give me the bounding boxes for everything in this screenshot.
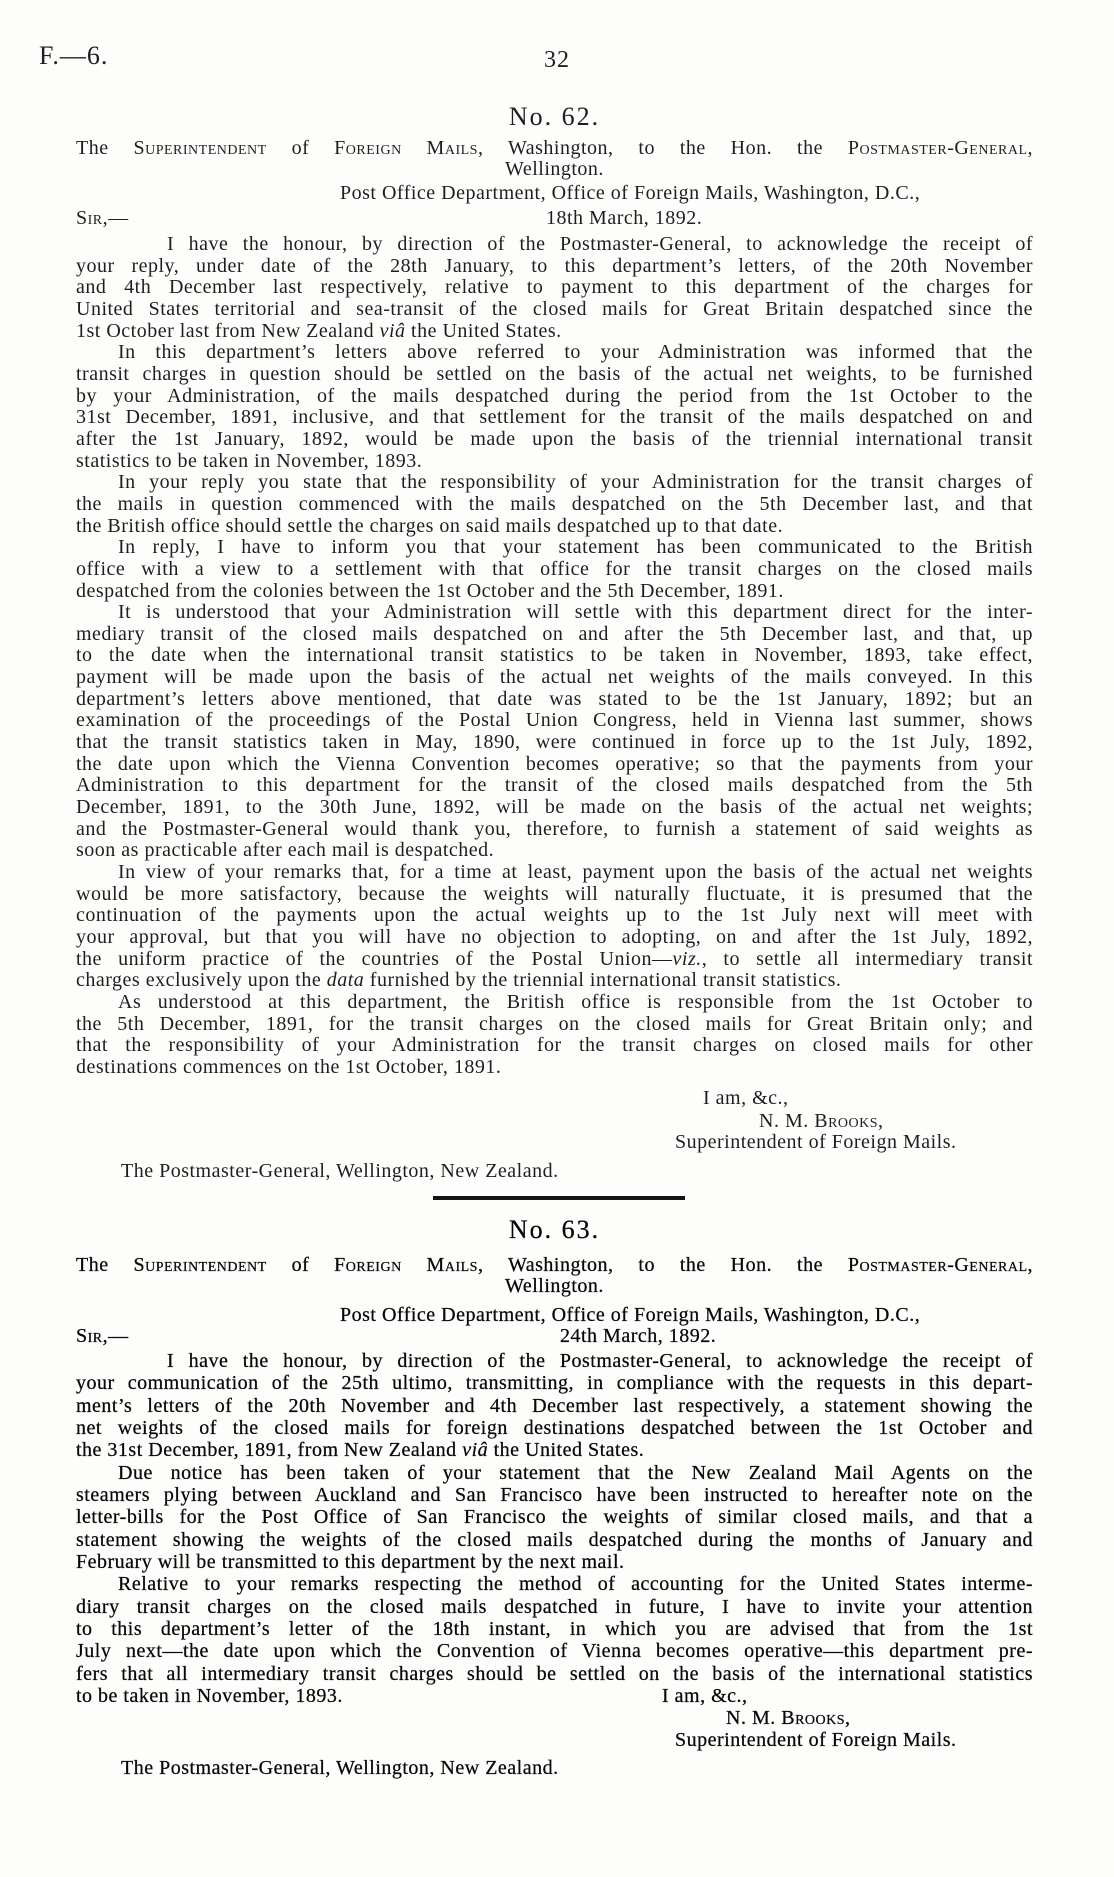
- paragraph: [76, 342, 1033, 472]
- paragraph: [76, 234, 1033, 342]
- body-line: the British office should settle the charges on said mails despatched up to that date.: [76, 514, 784, 537]
- line-segment: the 31st December, 1891, from New Zealand: [76, 1439, 463, 1462]
- body-line: diary transit charges on the closed mails despatched in future, I have to invite your attention: [76, 1595, 1033, 1618]
- heading-middle: , Washington, to the Hon. the: [477, 137, 823, 159]
- body-line: As understood at this department, the British office is responsible from the 1st October to: [118, 990, 1033, 1013]
- paragraph: [76, 1573, 1033, 1707]
- signatory-title: Superintendent of Foreign Mails.: [675, 1131, 957, 1153]
- closing: I am, &c.,: [662, 1684, 748, 1707]
- line-segment: to be taken in November, 1893.: [76, 1684, 343, 1707]
- heading-recipient: Postmaster-General: [847, 137, 1028, 159]
- line-segment: the uniform practice of the countries of the Postal Union—: [76, 947, 673, 970]
- line-segment: the United States.: [488, 1439, 645, 1462]
- paragraph: [76, 1350, 1033, 1462]
- signatory-name: N. M. Brooks,: [759, 1110, 884, 1132]
- body-line: after the 1st January, 1892, would be made upon the basis of the triennial international transit: [76, 427, 1033, 450]
- letter-heading: [76, 1254, 1033, 1276]
- body-line: by your Administration, of the mails despatched during the period from the 1st October to the: [76, 384, 1033, 407]
- letter-heading: [76, 137, 1033, 159]
- body-line: continuation of the payments upon the actual weights up to the 1st July next will meet with: [76, 904, 1033, 927]
- body-line: payment will be made upon the basis of the actual net weights of the mails conveyed. In this: [76, 666, 1033, 689]
- salutation: Sir,—: [76, 207, 129, 229]
- body-line: letter-bills for the Post Office of San Francisco the weights of similar closed mails, and that a: [76, 1506, 1033, 1529]
- body-line: [76, 949, 1033, 971]
- body-line: fers that all intermediary transit charges should be settled on the basis of the international statistics: [76, 1662, 1033, 1685]
- body-line: your reply, under date of the 28th January, to this department’s letters, of the 20th November: [76, 254, 1033, 277]
- salutation: Sir,—: [76, 1325, 129, 1347]
- italic-term: viâ: [379, 319, 406, 342]
- heading-of: of: [291, 1254, 310, 1276]
- body-line: and the Postmaster-General would thank you, therefore, to furnish a statement of said weights as: [76, 817, 1033, 840]
- body-line: steamers plying between Auckland and San Francisco have been instructed to hereafter note on the: [76, 1483, 1033, 1506]
- heading-recipient: Postmaster-General: [847, 1254, 1028, 1276]
- body-line: statement showing the weights of the closed mails despatched during the months of January and: [76, 1528, 1033, 1551]
- body-line: your communication of the 25th ultimo, transmitting, in compliance with the requests in this depart-: [76, 1372, 1033, 1395]
- line-segment: 1st October last from New Zealand: [76, 319, 380, 342]
- letter-number: No. 62.: [508, 102, 601, 131]
- body-line: office with a view to a settlement with that office for the transit charges on the closed mails: [76, 557, 1033, 580]
- body-line: destinations commences on the 1st October, 1891.: [76, 1055, 502, 1078]
- body-line: February will be transmitted to this department by the next mail.: [76, 1550, 625, 1573]
- italic-term: data: [326, 969, 365, 992]
- letter-number: No. 63.: [508, 1215, 601, 1244]
- heading-sender: Superintendent: [133, 1254, 267, 1276]
- heading-office: Foreign Mails: [334, 137, 478, 159]
- italic-term: viâ: [462, 1439, 489, 1462]
- heading-place: Wellington.: [505, 1275, 604, 1297]
- body-line: July next—the date upon which the Convention of Vienna becomes operative—this department pre-: [76, 1640, 1033, 1663]
- line-segment: charges exclusively upon the: [76, 969, 327, 992]
- body-line: December, 1891, to the 30th June, 1892, will be made on the basis of the actual net weights;: [76, 796, 1033, 819]
- body-line: I have the honour, by direction of the Postmaster-General, to acknowledge the receipt of: [167, 1350, 1033, 1372]
- letter-date: 24th March, 1892.: [560, 1325, 717, 1347]
- body-line: In your reply you state that the responsibility of your Administration for the transit charges of: [118, 471, 1033, 494]
- heading-suffix: ,: [1027, 137, 1034, 159]
- body-line: transit charges in question should be settled on the basis of the actual net weights, to be furnished: [76, 362, 1033, 385]
- body-line: I have the honour, by direction of the Postmaster-General, to acknowledge the receipt of: [167, 233, 1033, 255]
- body-line: statistics to be taken in November, 1893.: [76, 449, 423, 472]
- letter-body: [76, 1350, 1033, 1707]
- body-line: It is understood that your Administration will settle with this department direct for the inter-: [118, 601, 1033, 624]
- line-segment: , to settle all intermediary transit: [701, 947, 1033, 970]
- body-line: examination of the proceedings of the Postal Union Congress, held in Vienna last summer, shows: [76, 709, 1033, 732]
- paragraph: [76, 1462, 1033, 1574]
- section-divider: [433, 1196, 685, 1200]
- body-line: Due notice has been taken of your statement that the New Zealand Mail Agents on the: [118, 1461, 1033, 1484]
- italic-term: viz.: [672, 947, 702, 970]
- heading-of: of: [291, 137, 310, 159]
- body-line: and 4th December last respectively, relative to payment to this department of the charges for: [76, 276, 1033, 299]
- paragraph: [76, 472, 1033, 537]
- body-line: Relative to your remarks respecting the method of accounting for the United States interme-: [118, 1573, 1033, 1596]
- paragraph: [76, 862, 1033, 992]
- heading-suffix: ,: [1027, 1254, 1034, 1276]
- body-line: United States territorial and sea-transit of the closed mails for Great Britain despatched since the: [76, 297, 1033, 320]
- line-segment: the United States.: [405, 319, 562, 342]
- body-line: soon as practicable after each mail is despatched.: [76, 839, 495, 862]
- body-line: the date upon which the Vienna Convention becomes operative; so that the payments from your: [76, 752, 1033, 775]
- heading-prefix: The: [76, 137, 109, 159]
- letter-date: 18th March, 1892.: [546, 207, 703, 229]
- paragraph: [76, 602, 1033, 862]
- signatory-name: N. M. Brooks,: [726, 1707, 851, 1729]
- body-line: [76, 321, 1033, 343]
- paragraph: [76, 992, 1033, 1079]
- body-line: the 5th December, 1891, for the transit charges on the closed mails for Great Britain only; and: [76, 1012, 1033, 1035]
- paragraph: [76, 537, 1033, 602]
- heading-sender: Superintendent: [133, 137, 267, 159]
- body-line: the mails in question commenced with the mails despatched on the 5th December last, and that: [76, 492, 1033, 515]
- heading-office: Foreign Mails: [334, 1254, 478, 1276]
- body-line: In view of your remarks that, for a time at least, payment upon the basis of the actual net weights: [118, 861, 1033, 884]
- body-line: would be more satisfactory, because the weights will naturally fluctuate, it is presumed that the: [76, 882, 1033, 905]
- body-line: In this department’s letters above referred to your Administration was informed that the: [118, 341, 1033, 364]
- heading-prefix: The: [76, 1254, 109, 1276]
- body-line: [76, 1439, 1033, 1461]
- body-line: [76, 1685, 1033, 1707]
- letter-body: [76, 234, 1033, 1079]
- signatory-title: Superintendent of Foreign Mails.: [675, 1729, 957, 1751]
- body-line: to the date when the international transit statistics to be taken in November, 1893, take effect,: [76, 644, 1033, 667]
- page-number: 32: [544, 47, 570, 73]
- body-line: that the responsibility of your Administration for the transit charges on closed mails for other: [76, 1034, 1033, 1057]
- body-line: ment’s letters of the 20th November and 4th December last respectively, a statement showing the: [76, 1394, 1033, 1417]
- body-line: that the transit statistics taken in May, 1890, were continued in force up to the 1st July, 1892,: [76, 731, 1033, 754]
- body-line: net weights of the closed mails for foreign destinations despatched between the 1st October and: [76, 1416, 1033, 1439]
- sender-address: Post Office Department, Office of Foreign Mails, Washington, D.C.,: [340, 182, 921, 204]
- body-line: your approval, but that you will have no objection to adopting, on and after the 1st July, 1892,: [76, 926, 1033, 948]
- body-line: In reply, I have to inform you that your statement has been communicated to the British: [118, 536, 1033, 559]
- heading-place: Wellington.: [505, 158, 604, 180]
- sender-address: Post Office Department, Office of Foreign Mails, Washington, D.C.,: [340, 1304, 921, 1326]
- addressee: The Postmaster-General, Wellington, New Zealand.: [121, 1160, 559, 1182]
- addressee: The Postmaster-General, Wellington, New Zealand.: [121, 1757, 559, 1779]
- body-line: 31st December, 1891, inclusive, and that settlement for the transit of the mails despatched on and: [76, 406, 1033, 429]
- body-line: department’s letters above mentioned, that date was stated to be the 1st January, 1892; but an: [76, 687, 1033, 710]
- line-segment: furnished by the triennial international transit statistics.: [364, 969, 842, 992]
- body-line: despatched from the colonies between the 1st October and the 5th December, 1891.: [76, 579, 784, 602]
- body-line: to this department’s letter of the 18th instant, in which you are advised that from the 1st: [76, 1617, 1033, 1640]
- body-line: Administration to this department for the transit of the closed mails despatched from the 5th: [76, 774, 1033, 797]
- body-line: mediary transit of the closed mails despatched on and after the 5th December last, and that, up: [76, 622, 1033, 645]
- body-line: [76, 970, 1033, 992]
- heading-middle: , Washington, to the Hon. the: [477, 1254, 823, 1276]
- series-code: F.—6.: [39, 41, 109, 70]
- closing: I am, &c.,: [703, 1087, 789, 1109]
